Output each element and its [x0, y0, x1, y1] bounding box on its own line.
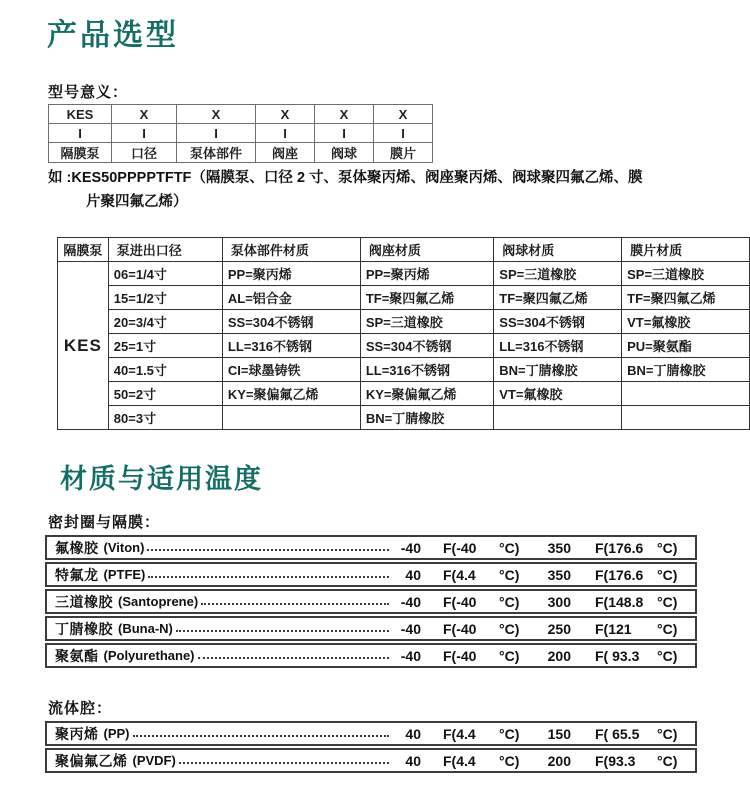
- model-part-cell: 阀座: [256, 143, 315, 163]
- model-bar-cell: I: [315, 124, 374, 143]
- cell: 50=2寸: [108, 382, 222, 406]
- col-header: 泵进出口径: [108, 238, 222, 262]
- material-name-en: (Buna-N): [118, 621, 173, 636]
- model-bar-cell: I: [256, 124, 315, 143]
- col-header: 阀球材质: [494, 238, 622, 262]
- max-temp-c: F(148.8: [595, 593, 644, 610]
- material-name: 氟橡胶: [55, 539, 99, 556]
- min-temp-c: F(-40: [443, 620, 477, 637]
- selection-header-row: [58, 238, 750, 262]
- cell: [494, 406, 622, 430]
- temp-row: [45, 748, 697, 773]
- model-code-cell: X: [374, 105, 433, 124]
- col-header: 隔膜泵: [58, 238, 109, 262]
- cell: TF=聚四氟乙烯: [360, 286, 493, 310]
- cell: CI=球墨铸铁: [222, 358, 360, 382]
- table-row: [58, 406, 750, 430]
- min-temp-c: F(4.4: [443, 752, 476, 769]
- cell: 80=3寸: [108, 406, 222, 430]
- cell: LL=316不锈钢: [222, 334, 360, 358]
- min-temp-c: F(-40: [443, 647, 477, 664]
- cell: [622, 406, 750, 430]
- cell: BN=丁腈橡胶: [494, 358, 622, 382]
- cell: [222, 406, 360, 430]
- model-code-cell: X: [315, 105, 374, 124]
- material-name: 聚偏氟乙烯: [55, 752, 128, 769]
- min-temp-unit: °C): [499, 593, 520, 610]
- model-code-row: [49, 105, 433, 124]
- table-row: [58, 286, 750, 310]
- min-temp-unit: °C): [499, 566, 520, 583]
- temp-row: [45, 562, 697, 587]
- page-title: 产品选型: [47, 19, 179, 52]
- fluid-section-label: 流体腔：: [48, 700, 113, 717]
- section-title-materials: 材质与适用温度: [60, 464, 263, 494]
- table-row: [58, 310, 750, 334]
- cell: VT=氟橡胶: [622, 310, 750, 334]
- cell: AL=铝合金: [222, 286, 360, 310]
- max-temp-f: 250: [547, 620, 571, 637]
- cell: TF=聚四氟乙烯: [494, 286, 622, 310]
- cell: TF=聚四氟乙烯: [622, 286, 750, 310]
- model-code-cell: X: [177, 105, 256, 124]
- min-temp-unit: °C): [499, 725, 520, 742]
- cell: 20=3/4寸: [108, 310, 222, 334]
- model-example: [48, 166, 708, 214]
- model-part-cell: 泵体部件: [177, 143, 256, 163]
- cell: SP=三道橡胶: [622, 262, 750, 286]
- cell: SS=304不锈钢: [494, 310, 622, 334]
- material-name-en: (Viton): [103, 540, 145, 555]
- table-row: [58, 334, 750, 358]
- dot-leader: [179, 762, 389, 764]
- max-temp-unit: °C): [657, 647, 678, 664]
- min-temp-unit: °C): [499, 539, 520, 556]
- max-temp-c: F(176.6: [595, 566, 644, 583]
- col-header: 泵体部件材质: [222, 238, 360, 262]
- cell: PP=聚丙烯: [222, 262, 360, 286]
- max-temp-unit: °C): [657, 752, 678, 769]
- min-temp-c: F(4.4: [443, 566, 476, 583]
- max-temp-f: 300: [547, 593, 571, 610]
- series-label-cell: KES: [58, 262, 109, 430]
- model-part-cell: 阀球: [315, 143, 374, 163]
- max-temp-f: 350: [547, 539, 571, 556]
- cell: KY=聚偏氟乙烯: [222, 382, 360, 406]
- cell: LL=316不锈钢: [360, 358, 493, 382]
- cell: SS=304不锈钢: [222, 310, 360, 334]
- max-temp-c: F(121: [595, 620, 632, 637]
- dot-leader: [147, 549, 389, 551]
- cell: PU=聚氨酯: [622, 334, 750, 358]
- cell: SP=三道橡胶: [360, 310, 493, 334]
- max-temp-f: 200: [547, 752, 571, 769]
- cell: 06=1/4寸: [108, 262, 222, 286]
- min-temp-c: F(-40: [443, 593, 477, 610]
- max-temp-f: 200: [547, 647, 571, 664]
- fluid-temp-table: [45, 721, 697, 775]
- table-row: [58, 358, 750, 382]
- model-example-line1: 如 :KES50PPPPTFTF（隔膜泵、口径 2 寸、泵体聚丙烯、阀座聚丙烯、阀球聚四氟乙烯、膜: [48, 170, 643, 186]
- cell: VT=氟橡胶: [494, 382, 622, 406]
- seal-temp-table: [45, 535, 697, 670]
- model-bar-cell: I: [374, 124, 433, 143]
- col-header: 膜片材质: [622, 238, 750, 262]
- model-example-line2: 片聚四氟乙烯）: [86, 194, 188, 210]
- min-temp-c: F(-40: [443, 539, 477, 556]
- dot-leader: [201, 603, 389, 605]
- model-code-table: [48, 104, 433, 163]
- material-name: 丁腈橡胶: [55, 620, 113, 637]
- max-temp-c: F(93.3: [595, 752, 636, 769]
- min-temp-f: -40: [400, 539, 421, 556]
- material-name: 三道橡胶: [55, 593, 113, 610]
- min-temp-unit: °C): [499, 752, 520, 769]
- dot-leader: [148, 576, 389, 578]
- cell: 40=1.5寸: [108, 358, 222, 382]
- material-name-en: (PVDF): [132, 753, 176, 768]
- min-temp-f: -40: [400, 593, 421, 610]
- model-bar-cell: I: [49, 124, 112, 143]
- dot-leader: [176, 630, 389, 632]
- model-part-cell: 膜片: [374, 143, 433, 163]
- model-code-cell: X: [256, 105, 315, 124]
- temp-row: [45, 721, 697, 746]
- model-bar-cell: I: [177, 124, 256, 143]
- table-row: [58, 262, 750, 286]
- min-temp-f: 40: [405, 566, 421, 583]
- min-temp-f: 40: [405, 752, 421, 769]
- max-temp-f: 150: [547, 725, 571, 742]
- dot-leader: [133, 735, 390, 737]
- model-code-cell: X: [112, 105, 177, 124]
- material-name: 聚氨酯: [55, 647, 99, 664]
- material-name: 聚丙烯: [55, 725, 99, 742]
- min-temp-c: F(4.4: [443, 725, 476, 742]
- temp-row: [45, 616, 697, 641]
- cell: SS=304不锈钢: [360, 334, 493, 358]
- max-temp-c: F( 93.3: [595, 647, 640, 664]
- cell: KY=聚偏氟乙烯: [360, 382, 493, 406]
- col-header: 阀座材质: [360, 238, 493, 262]
- model-part-row: [49, 143, 433, 163]
- table-row: [58, 382, 750, 406]
- model-meaning-label: 型号意义：: [48, 84, 129, 101]
- model-part-cell: 隔膜泵: [49, 143, 112, 163]
- max-temp-unit: °C): [657, 539, 678, 556]
- material-name-en: (PTFE): [103, 567, 146, 582]
- min-temp-unit: °C): [499, 620, 520, 637]
- model-part-cell: 口径: [112, 143, 177, 163]
- temp-row: [45, 535, 697, 560]
- max-temp-unit: °C): [657, 593, 678, 610]
- material-name-en: (Santoprene): [118, 594, 199, 609]
- cell: PP=聚丙烯: [360, 262, 493, 286]
- model-code-cell: KES: [49, 105, 112, 124]
- material-name-en: (PP): [103, 726, 130, 741]
- min-temp-f: 40: [405, 725, 421, 742]
- min-temp-unit: °C): [499, 647, 520, 664]
- material-name: 特氟龙: [55, 566, 99, 583]
- model-bar-cell: I: [112, 124, 177, 143]
- cell: 15=1/2寸: [108, 286, 222, 310]
- temp-row: [45, 589, 697, 614]
- seal-section-label: 密封圈与隔膜：: [48, 514, 161, 531]
- max-temp-c: F( 65.5: [595, 725, 640, 742]
- dot-leader: [198, 657, 389, 659]
- cell: BN=丁腈橡胶: [622, 358, 750, 382]
- cell: BN=丁腈橡胶: [360, 406, 493, 430]
- min-temp-f: -40: [400, 620, 421, 637]
- cell: [622, 382, 750, 406]
- max-temp-unit: °C): [657, 566, 678, 583]
- max-temp-unit: °C): [657, 620, 678, 637]
- cell: SP=三道橡胶: [494, 262, 622, 286]
- max-temp-c: F(176.6: [595, 539, 644, 556]
- cell: LL=316不锈钢: [494, 334, 622, 358]
- min-temp-f: -40: [400, 647, 421, 664]
- max-temp-unit: °C): [657, 725, 678, 742]
- temp-row: [45, 643, 697, 668]
- selection-table: [57, 237, 750, 430]
- model-bar-row: [49, 124, 433, 143]
- cell: 25=1寸: [108, 334, 222, 358]
- max-temp-f: 350: [547, 566, 571, 583]
- material-name-en: (Polyurethane): [103, 648, 195, 663]
